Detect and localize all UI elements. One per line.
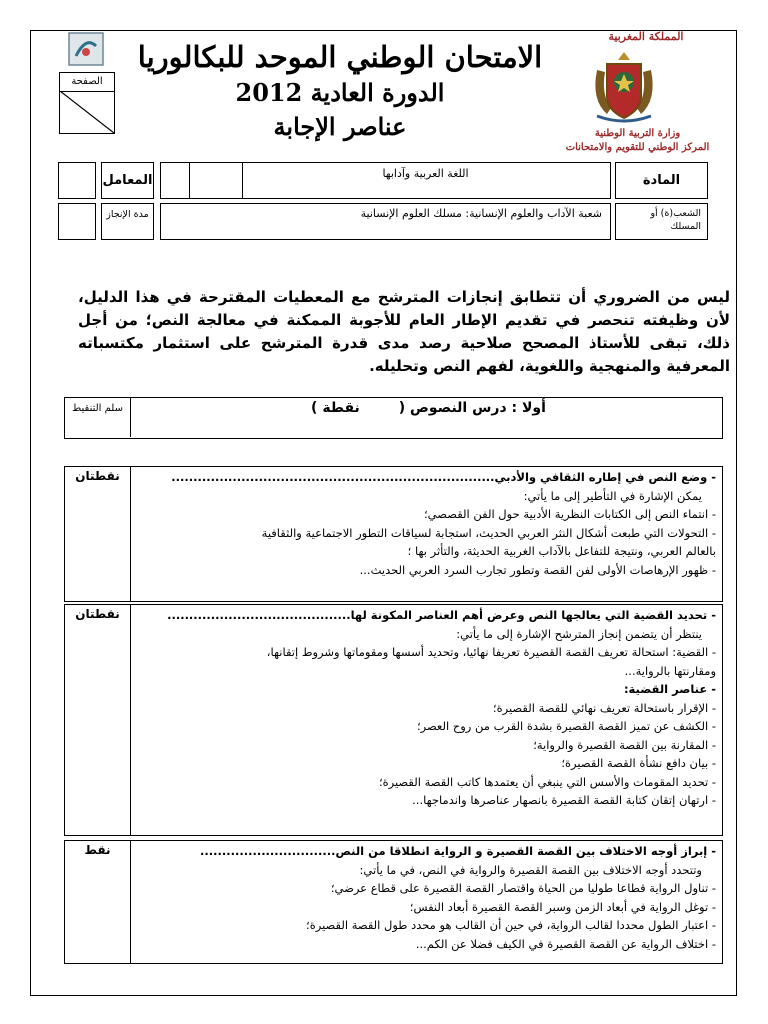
section-heading: - إبراز أوجه الاختلاف بين القصة القصيرة و الرواية انطلاقا من النص...............................: [200, 844, 716, 858]
intro-paragraph: ليس من الضروري أن تتطابق إنجازات المترشح مع المعطيات المقترحة في هذا الدليل، لأن وظيفته تنحصر في تقديم الإطار العام للأجوبة الممكنة في معالجة النص؛ من أجل ذلك، تبقى للأستاذ المصحح صلاحية رصد مدى قدرة المترشح على استثمار مكتسباته المعرفية والمنهجية واللغوية، لفهم النص وتحليله.: [78, 288, 730, 375]
section-line: - اختلاف الرواية عن القصة القصيرة في الكيف فضلا عن الكم...: [415, 936, 716, 951]
section-line: - توغل الرواية في أبعاد الزمن وسبر القصة القصيرة أبعاد النفس؛: [409, 899, 716, 914]
subject-inner-box: [189, 162, 243, 199]
coef-value-box: [58, 162, 96, 199]
page-slash: [60, 91, 114, 133]
subject-value: اللغة العربية وآدابها: [382, 167, 469, 180]
section-line: - ظهور الإرهاصات الأولى لفن القصة وتطور تجارب السرد العربي الحديث...: [359, 562, 716, 577]
coat-of-arms-icon: [587, 48, 661, 126]
scale-label-text: سلم التنقيط: [72, 403, 123, 414]
answer-section: [64, 840, 723, 964]
section-heading: - تحديد القضية التي يعالجها النص وعرض أهم العناصر المكونة لها..........................................: [167, 608, 716, 622]
answer-section: [64, 604, 723, 836]
answer-section: [64, 466, 723, 602]
section-line: - الكشف عن تميز القصة القصيرة بشدة القرب من روح العصر؛: [416, 719, 716, 733]
coef-label-text: المعامل: [102, 173, 153, 188]
section-line: - انتماء النص إلى الكتابات النظرية الأدبية حول الفن القصصي؛: [424, 507, 716, 521]
branch-value-box: [160, 203, 611, 240]
ministry-label: وزارة التربية الوطنية: [594, 128, 681, 139]
section-line: - تحديد المقومات والأسس التي ينبغي أن يعتمدها كاتب القصة القصيرة؛: [378, 774, 716, 789]
section-line: - الإقرار باستحالة تعريف نهائي للقصة القصيرة؛: [492, 700, 716, 715]
session-title: الدورة العادية 2012: [235, 78, 445, 107]
page-label: الصفحة: [60, 73, 114, 92]
section-content: [135, 842, 716, 953]
branch-label: [615, 203, 708, 240]
section-score: نقط: [65, 841, 131, 963]
section-line: ومقارنتها بالرواية...: [624, 663, 716, 678]
scale-label: [65, 398, 131, 437]
section-line: - التحولات التي طبعت أشكال النثر العربي الحديث، استجابة لسياقات التطور الاجتماعية والثقافية: [261, 525, 716, 540]
section-score: نقطتان: [65, 467, 131, 601]
exam-logo-icon: [68, 32, 104, 66]
answers-title: عناصر الإجابة: [273, 112, 407, 141]
section-line: بالعالم العربي، ونتيجة للتفاعل بالآداب الغربية الحديثة، والتأثر بها ؛: [407, 544, 716, 558]
section-line: - بيان دافع نشأة القصة القصيرة؛: [561, 756, 716, 770]
kingdom-label: المملكة المغربية: [608, 30, 684, 43]
section-score: نقطتان: [65, 605, 131, 835]
section-heading: - وضع النص في إطاره الثقافي والأدبي..........................................................................: [171, 470, 716, 484]
section-line: - تناول الرواية قطاعا طوليا من الحياة واقتصار القصة القصيرة على قطاع عرضي؛: [330, 881, 716, 895]
branch-value: شعبة الآداب والعلوم الإنسانية: مسلك العلوم الإنسانية: [360, 207, 602, 220]
duration-label-text: مدة الإنجاز: [106, 209, 149, 220]
section-line: ينتظر أن يتضمن إنجاز المترشح الإشارة إلى ما يأتي:: [456, 626, 702, 641]
coef-label: [101, 162, 154, 199]
section-line: - اعتبار الطول محددا لقالب الرواية، في حين أن القالب هو محدد طول القصة القصيرة؛: [306, 918, 716, 932]
section-line: - المقارنة بين القصة القصيرة والرواية؛: [533, 737, 716, 752]
section-content: [135, 468, 716, 579]
exam-title: الامتحان الوطني الموحد للبكالوريا: [137, 40, 543, 74]
section-line: - ارتهان إتقان كتابة القصة القصيرة بانصهار عناصرها واندماجها...: [412, 793, 716, 807]
page-number-box: [59, 72, 115, 134]
duration-label: [101, 203, 154, 240]
subject-label-text: المادة: [642, 173, 681, 188]
section-line: يمكن الإشارة في التأطير إلى ما يأتي:: [523, 488, 702, 503]
subject-label: [615, 162, 708, 199]
section-heading: - عناصر القضية:: [623, 682, 716, 696]
center-label: المركز الوطني للتقويم والامتحانات: [565, 142, 710, 153]
branch-label-text: الشعب(ة) أو المسلك: [650, 208, 701, 232]
section-line: - القضية: استحالة تعريف القصة القصيرة تعريفا نهائيا، وتحديد أسسها ومقوماتها وشروط إتقانها،: [266, 645, 716, 659]
duration-value-box: [58, 203, 96, 240]
part-title: أولا : درس النصوص ( نقطة ): [311, 400, 546, 416]
section-line: وتتحدد أوجه الاختلاف بين القصة القصيرة والرواية في النص، في ما يأتي:: [359, 862, 702, 877]
part-header: [64, 397, 723, 439]
section-content: [135, 606, 716, 810]
subject-value-box: [160, 162, 611, 199]
